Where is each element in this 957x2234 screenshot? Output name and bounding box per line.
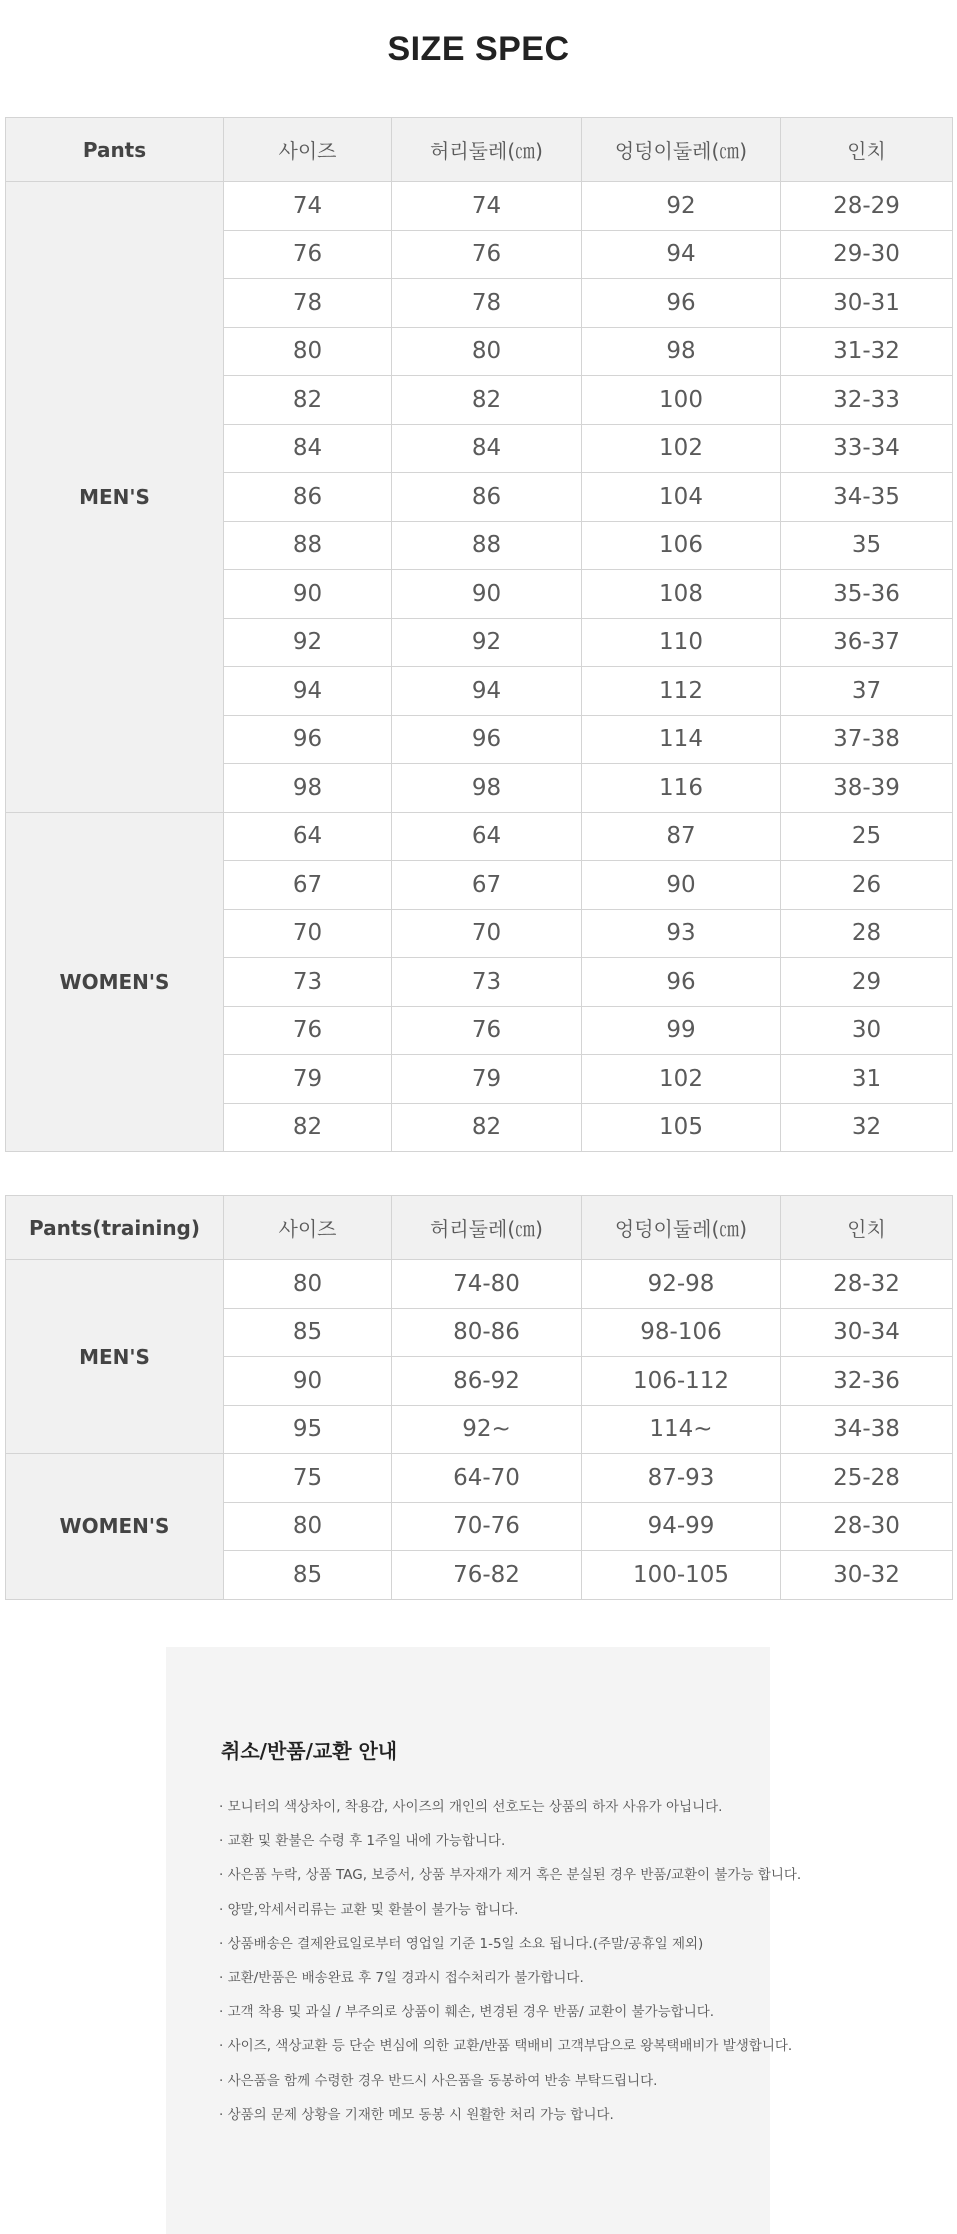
column-header: 인치 <box>781 1196 953 1260</box>
table-cell: 84 <box>392 424 582 473</box>
group-label: WOMEN'S <box>6 812 224 1152</box>
table-cell: 93 <box>582 909 781 958</box>
table-cell: 94 <box>392 667 582 716</box>
table-cell: 98 <box>582 327 781 376</box>
table-cell: 64 <box>224 812 392 861</box>
table-cell: 99 <box>582 1006 781 1055</box>
table-cell: 86 <box>392 473 582 522</box>
pants-size-table <box>5 117 953 1152</box>
table-cell: 94 <box>582 230 781 279</box>
table-cell: 82 <box>224 1103 392 1152</box>
table-category-header: Pants <box>6 118 224 182</box>
table-cell: 112 <box>582 667 781 716</box>
table-cell: 76 <box>224 1006 392 1055</box>
table-row <box>6 1454 953 1503</box>
table-cell: 80 <box>392 327 582 376</box>
table-cell: 102 <box>582 424 781 473</box>
table-row <box>6 1260 953 1309</box>
table-cell: 92 <box>392 618 582 667</box>
table-cell: 78 <box>392 279 582 328</box>
table-cell: 79 <box>224 1055 392 1104</box>
table-cell: 92 <box>582 182 781 231</box>
table-cell: 28 <box>781 909 953 958</box>
column-header: 인치 <box>781 118 953 182</box>
table-cell: 67 <box>224 861 392 910</box>
table-cell: 106-112 <box>582 1357 781 1406</box>
table-cell: 87-93 <box>582 1454 781 1503</box>
table-cell: 70 <box>224 909 392 958</box>
notice-item: · 상품의 문제 상황을 기재한 메모 동봉 시 원활한 처리 가능 합니다. <box>219 2106 614 2123</box>
table-cell: 79 <box>392 1055 582 1104</box>
page-title: SIZE SPEC <box>387 30 570 68</box>
table-cell: 96 <box>392 715 582 764</box>
column-header: 허리둘레(㎝) <box>392 118 582 182</box>
table-cell: 102 <box>582 1055 781 1104</box>
table-cell: 100 <box>582 376 781 425</box>
group-label: WOMEN'S <box>6 1454 224 1600</box>
table-cell: 92 <box>224 618 392 667</box>
table-cell: 76 <box>224 230 392 279</box>
column-header: 허리둘레(㎝) <box>392 1196 582 1260</box>
table-cell: 73 <box>224 958 392 1007</box>
table-cell: 86 <box>224 473 392 522</box>
table-cell: 32-36 <box>781 1357 953 1406</box>
group-label: MEN'S <box>6 1260 224 1454</box>
table-cell: 104 <box>582 473 781 522</box>
table-cell: 76 <box>392 230 582 279</box>
table-cell: 110 <box>582 618 781 667</box>
table-cell: 96 <box>582 279 781 328</box>
return-exchange-notice <box>166 1647 802 2234</box>
table-cell: 28-32 <box>781 1260 953 1309</box>
table-cell: 92-98 <box>582 1260 781 1309</box>
table-cell: 70-76 <box>392 1502 582 1551</box>
table-cell: 29-30 <box>781 230 953 279</box>
table-cell: 82 <box>392 1103 582 1152</box>
table-cell: 106 <box>582 521 781 570</box>
table-cell: 75 <box>224 1454 392 1503</box>
table-cell: 85 <box>224 1551 392 1600</box>
table-cell: 94 <box>224 667 392 716</box>
table-cell: 36-37 <box>781 618 953 667</box>
notice-title: 취소/반품/교환 안내 <box>221 1739 398 1763</box>
notice-item: · 고객 착용 및 과실 / 부주의로 상품이 훼손, 변경된 경우 반품/ 교환이 불가능합니다. <box>219 2004 715 2021</box>
table-cell: 30 <box>781 1006 953 1055</box>
table-cell: 114 <box>582 715 781 764</box>
table-cell: 30-34 <box>781 1308 953 1357</box>
table-cell: 64-70 <box>392 1454 582 1503</box>
table-cell: 82 <box>224 376 392 425</box>
notice-item: · 상품배송은 결제완료일로부터 영업일 기준 1-5일 소요 됩니다.(주말/공휴일 제외) <box>219 1935 704 1952</box>
table-cell: 88 <box>224 521 392 570</box>
table-cell: 35 <box>781 521 953 570</box>
notice-item: · 사은품을 함께 수령한 경우 반드시 사은품을 동봉하여 반송 부탁드립니다. <box>219 2072 658 2089</box>
notice-item: · 교환 및 환불은 수령 후 1주일 내에 가능합니다. <box>219 1833 506 1850</box>
table-cell: 90 <box>392 570 582 619</box>
column-header: 엉덩이둘레(㎝) <box>582 118 781 182</box>
table-cell: 26 <box>781 861 953 910</box>
table-cell: 92~ <box>392 1405 582 1454</box>
table-cell: 30-31 <box>781 279 953 328</box>
table-cell: 96 <box>224 715 392 764</box>
table-row <box>6 812 953 861</box>
table-cell: 80 <box>224 1502 392 1551</box>
table-cell: 37-38 <box>781 715 953 764</box>
table-cell: 90 <box>582 861 781 910</box>
table-cell: 94-99 <box>582 1502 781 1551</box>
table-cell: 74-80 <box>392 1260 582 1309</box>
table-cell: 80 <box>224 327 392 376</box>
table-cell: 25-28 <box>781 1454 953 1503</box>
table-cell: 108 <box>582 570 781 619</box>
table-cell: 28-29 <box>781 182 953 231</box>
table-cell: 32 <box>781 1103 953 1152</box>
table-cell: 90 <box>224 570 392 619</box>
table-cell: 25 <box>781 812 953 861</box>
table-cell: 30-32 <box>781 1551 953 1600</box>
table-cell: 86-92 <box>392 1357 582 1406</box>
table-cell: 80-86 <box>392 1308 582 1357</box>
table-cell: 70 <box>392 909 582 958</box>
table-cell: 80 <box>224 1260 392 1309</box>
table-cell: 28-30 <box>781 1502 953 1551</box>
notice-item: · 사이즈, 색상교환 등 단순 변심에 의한 교환/반품 택배비 고객부담으로 왕복택배비가 발생합니다. <box>219 2038 793 2055</box>
column-header: 엉덩이둘레(㎝) <box>582 1196 781 1260</box>
table-cell: 37 <box>781 667 953 716</box>
table-cell: 35-36 <box>781 570 953 619</box>
table-cell: 90 <box>224 1357 392 1406</box>
notice-item: · 교환/반품은 배송완료 후 7일 경과시 접수처리가 불가합니다. <box>219 1969 584 1986</box>
pants-training-size-table <box>5 1195 953 1600</box>
table-header-row <box>6 1196 953 1260</box>
table-cell: 74 <box>224 182 392 231</box>
table-cell: 85 <box>224 1308 392 1357</box>
group-label: MEN'S <box>6 182 224 813</box>
table-cell: 73 <box>392 958 582 1007</box>
table-cell: 98 <box>224 764 392 813</box>
table-cell: 88 <box>392 521 582 570</box>
table-cell: 29 <box>781 958 953 1007</box>
table-header-row <box>6 118 953 182</box>
notice-item: · 모니터의 색상차이, 착용감, 사이즈의 개인의 선호도는 상품의 하자 사유가 아닙니다. <box>219 1799 723 1815</box>
table-cell: 64 <box>392 812 582 861</box>
table-cell: 34-35 <box>781 473 953 522</box>
table-row <box>6 182 953 231</box>
table-cell: 38-39 <box>781 764 953 813</box>
notice-item: · 양말,악세서리류는 교환 및 환불이 불가능 합니다. <box>219 1901 519 1918</box>
table-cell: 74 <box>392 182 582 231</box>
column-header: 사이즈 <box>224 118 392 182</box>
notice-list <box>219 1797 801 2139</box>
table-cell: 95 <box>224 1405 392 1454</box>
table-cell: 67 <box>392 861 582 910</box>
table-cell: 116 <box>582 764 781 813</box>
table-cell: 31 <box>781 1055 953 1104</box>
table-cell: 34-38 <box>781 1405 953 1454</box>
table-cell: 76-82 <box>392 1551 582 1600</box>
table-cell: 98 <box>392 764 582 813</box>
table-cell: 82 <box>392 376 582 425</box>
table-cell: 96 <box>582 958 781 1007</box>
table-cell: 87 <box>582 812 781 861</box>
table-cell: 100-105 <box>582 1551 781 1600</box>
column-header: 사이즈 <box>224 1196 392 1260</box>
table-cell: 32-33 <box>781 376 953 425</box>
table-cell: 105 <box>582 1103 781 1152</box>
notice-item: · 사은품 누락, 상품 TAG, 보증서, 상품 부자재가 제거 혹은 분실된 경우 반품/교환이 불가능 합니다. <box>219 1867 802 1884</box>
table-category-header: Pants(training) <box>6 1196 224 1260</box>
table-cell: 31-32 <box>781 327 953 376</box>
table-cell: 84 <box>224 424 392 473</box>
table-cell: 76 <box>392 1006 582 1055</box>
table-cell: 98-106 <box>582 1308 781 1357</box>
table-cell: 78 <box>224 279 392 328</box>
table-cell: 114~ <box>582 1405 781 1454</box>
table-cell: 33-34 <box>781 424 953 473</box>
